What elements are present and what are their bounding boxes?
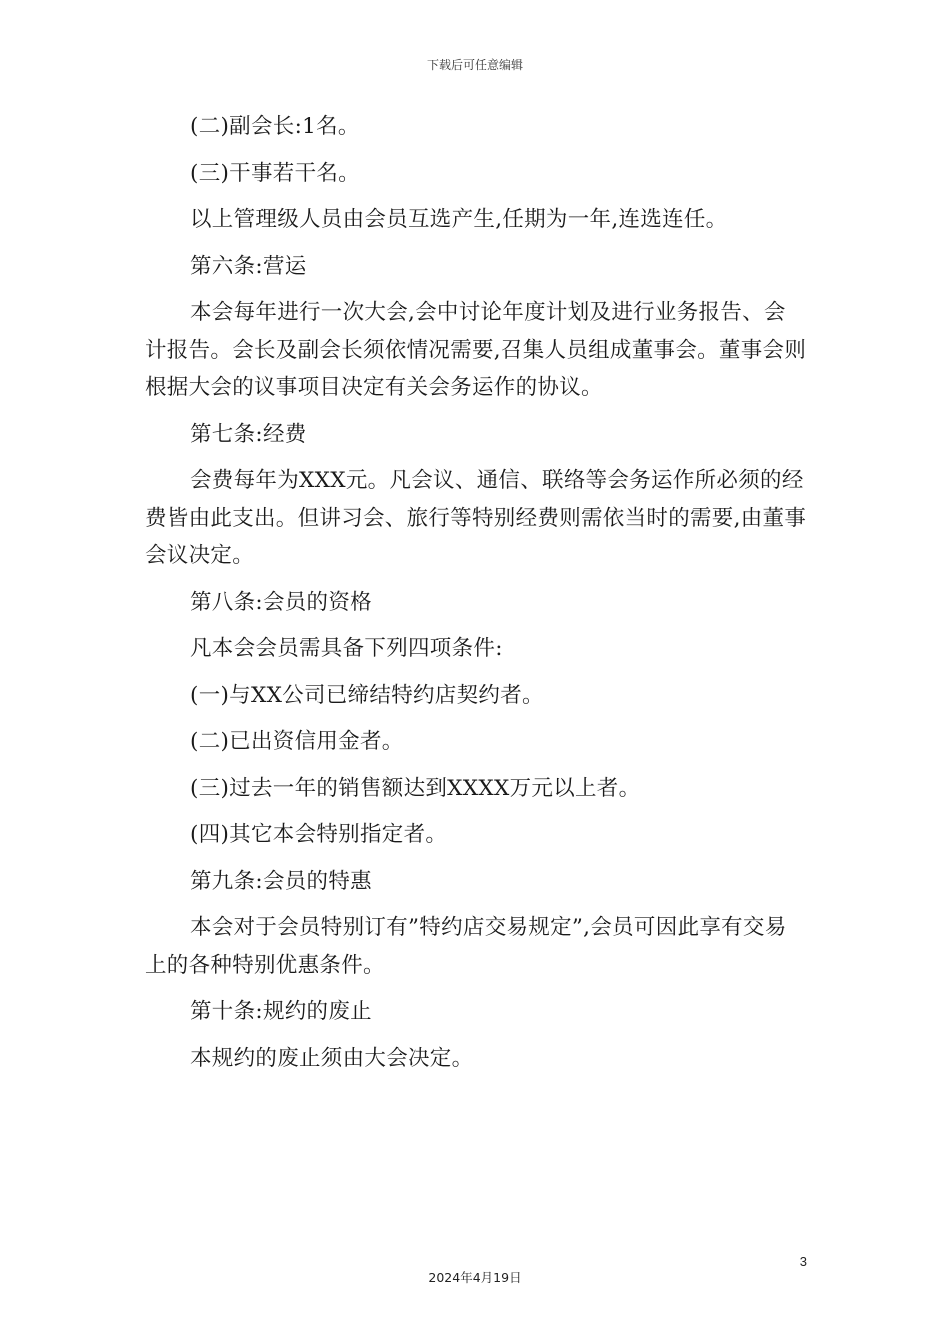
paragraph: 本会每年进行一次大会,会中讨论年度计划及进行业务报告、会计报告。会长及副会长须依情况需要,召集人员组成董事会。董事会则根据大会的议事项目决定有关会务运作的协议。	[145, 300, 807, 400]
document-body	[145, 108, 807, 1086]
list-item: (二)已出资信用金者。	[190, 729, 404, 754]
paragraph: (三)干事若干名。	[190, 160, 360, 186]
paragraph: 本规约的废止须由大会决定。	[190, 1045, 474, 1071]
section-heading-article-9: 第九条:会员的特惠	[190, 868, 372, 894]
paragraph: (二)副会长:1名。	[190, 114, 360, 139]
section-heading-article-8: 第八条:会员的资格	[190, 589, 372, 615]
paragraph: 凡本会会员需具备下列四项条件:	[190, 636, 503, 661]
list-item: (一)与XX公司已缔结特约店契约者。	[190, 682, 544, 708]
paragraph: 会费每年为XXX元。凡会议、通信、联络等会务运作所必须的经费皆由此支出。但讲习会、旅行等特别经费则需依当时的需要,由董事会议决定。	[145, 468, 807, 568]
list-item: (三)过去一年的销售额达到XXXX万元以上者。	[190, 775, 641, 801]
paragraph: 本会对于会员特别订有”特约店交易规定”,会员可因此享有交易上的各种特别优惠条件。	[145, 915, 787, 978]
section-heading-article-7: 第七条:经费	[190, 421, 307, 447]
page-number: 3	[799, 1254, 807, 1269]
paragraph: 以上管理级人员由会员互选产生,任期为一年,连选连任。	[190, 207, 728, 232]
section-heading-article-10: 第十条:规约的废止	[190, 999, 372, 1024]
section-heading-article-6: 第六条:营运	[190, 253, 307, 279]
list-item: (四)其它本会特别指定者。	[190, 822, 448, 847]
page-header: 下载后可任意编辑	[426, 58, 523, 72]
page-footer-date: 2024年4月19日	[428, 1270, 522, 1285]
